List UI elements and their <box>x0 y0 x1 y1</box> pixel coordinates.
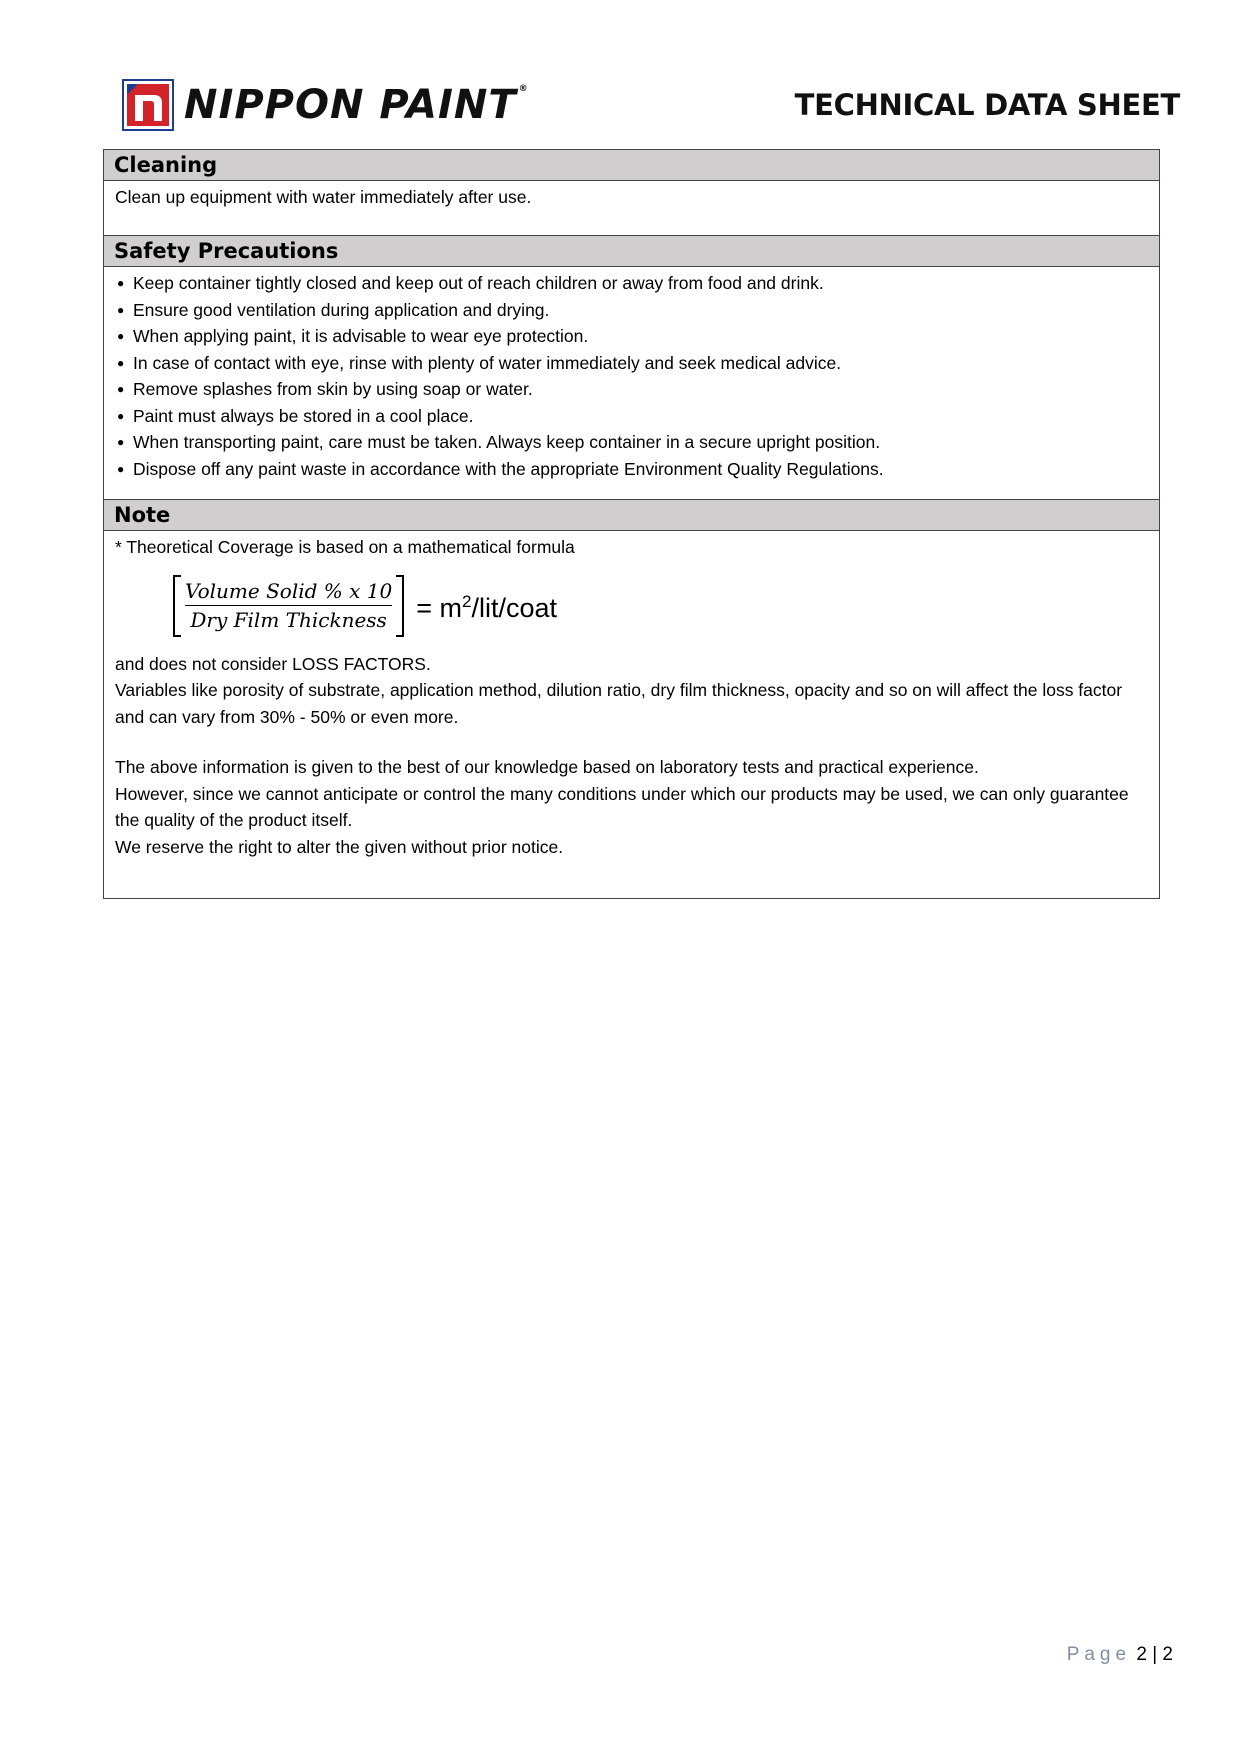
note-line-variables: Variables like porosity of substrate, application method, dilution ratio, dry film thickness, opacity and so on will affect the loss factor and can vary from 30% - 50% or even more. <box>115 680 1123 727</box>
note-intro: * Theoretical Coverage is based on a mathematical formula <box>115 537 575 557</box>
page-label: Page <box>1066 1644 1132 1665</box>
document-title: TECHNICAL DATA SHEET <box>794 88 1180 122</box>
cleaning-text: Clean up equipment with water immediately after use. <box>115 187 532 207</box>
list-item: ● Keep container tightly closed and keep out of reach children or away from food and drink. <box>115 270 1149 297</box>
note-line-loss-factors: and does not consider LOSS FACTORS. <box>115 653 431 674</box>
list-item: ● Paint must always be stored in a cool place. <box>115 403 1149 430</box>
note-body <box>104 531 1159 898</box>
left-bracket <box>173 575 181 637</box>
note-line-reserve: We reserve the right to alter the given without prior notice. <box>115 836 564 857</box>
list-item: ● When applying paint, it is advisable to wear eye protection. <box>115 323 1149 350</box>
page-header <box>122 78 1180 134</box>
note-heading: Note <box>104 500 1159 531</box>
data-sheet-table <box>103 149 1160 899</box>
safety-body <box>104 267 1159 500</box>
page-current: 2 <box>1136 1644 1147 1665</box>
page-separator: | <box>1152 1644 1158 1665</box>
formula-numerator: Volume Solid % x 10 <box>185 578 393 603</box>
note-line-disclaimer: However, since we cannot anticipate or control the many conditions under which our products may be used, we can only guarantee the quality of the product itself. <box>115 783 1129 830</box>
brand-logo <box>122 78 529 132</box>
note-line-information: The above information is given to the best of our knowledge based on laboratory tests and practical experience. <box>115 757 979 777</box>
cleaning-body <box>104 181 1159 236</box>
cleaning-heading: Cleaning <box>104 150 1159 181</box>
formula-denominator: Dry Film Thickness <box>190 608 387 633</box>
formula-fraction <box>181 577 396 635</box>
list-item: ● Dispose off any paint waste in accordance with the appropriate Environment Quality Regulations. <box>115 456 1149 483</box>
formula-bracket <box>173 575 404 637</box>
safety-heading: Safety Precautions <box>104 236 1159 267</box>
nippon-n-logo-icon <box>122 79 174 131</box>
list-item: ● Remove splashes from skin by using soap or water. <box>115 376 1149 403</box>
right-bracket <box>396 575 404 637</box>
page-total: 2 <box>1162 1644 1173 1665</box>
list-item: ● Ensure good ventilation during application and drying. <box>115 297 1149 324</box>
formula-result: = $m^2/lit$/coat <box>416 592 558 624</box>
list-item: ● When transporting paint, care must be taken. Always keep container in a secure upright position. <box>115 429 1149 456</box>
coverage-formula <box>173 573 1149 639</box>
safety-list <box>115 270 1149 482</box>
brand-name: NIPPON PAINT ® <box>184 82 529 128</box>
list-item: ● In case of contact with eye, rinse with plenty of water immediately and seek medical advice. <box>115 350 1149 377</box>
page-number <box>1067 1644 1173 1666</box>
